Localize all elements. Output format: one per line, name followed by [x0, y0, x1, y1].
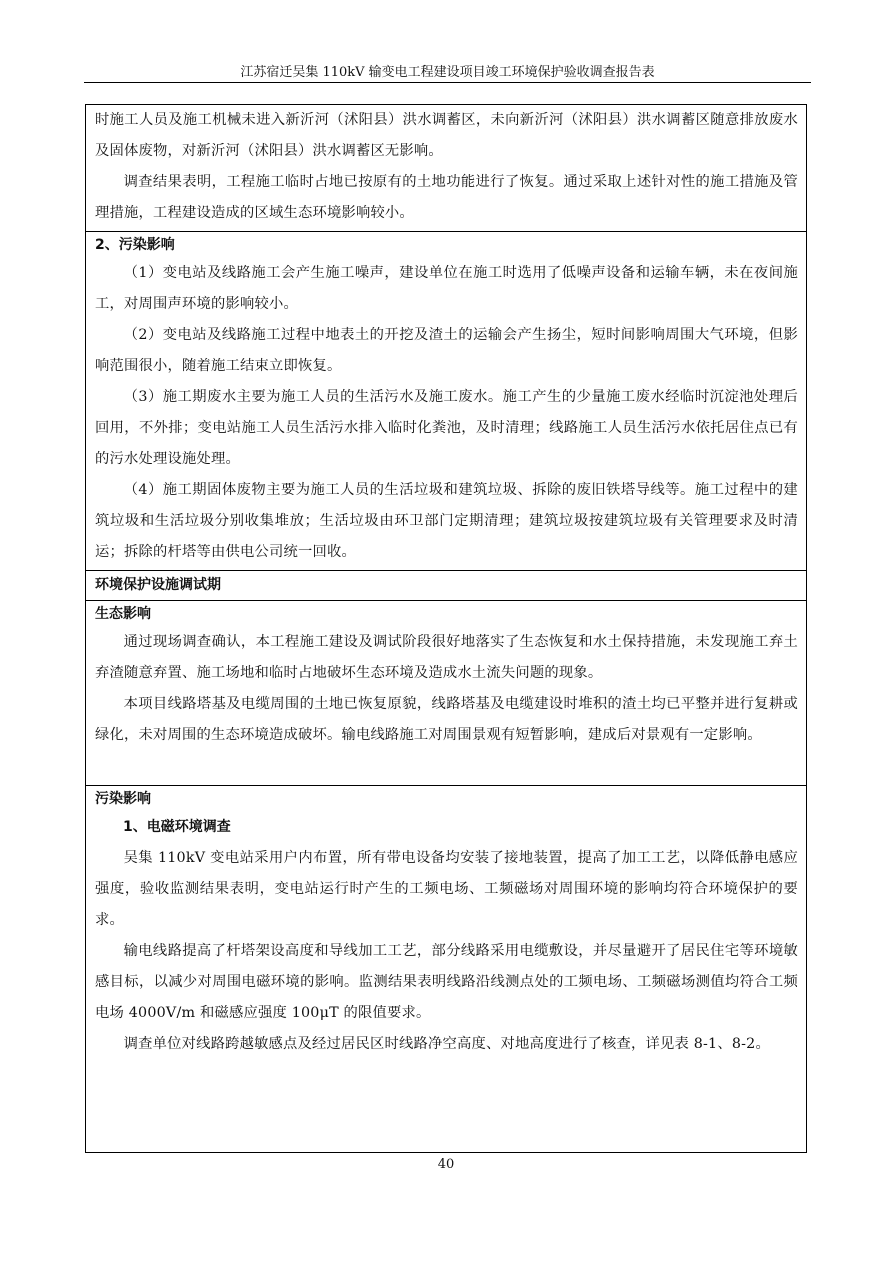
subsection-heading: 1、电磁环境调查 [123, 819, 231, 835]
section-heading: 2、污染影响 [95, 237, 175, 253]
paragraph: 调查结果表明，工程施工临时占地已按原有的土地功能进行了恢复。通过采取上述针对性的施工措施及管理措施，工程建设造成的区域生态环境影响较小。 [95, 174, 798, 221]
paragraph: （1）变电站及线路施工会产生施工噪声，建设单位在施工时选用了低噪声设备和运输车辆，未在夜间施工，对周围声环境的影响较小。 [95, 265, 798, 312]
paragraph: （2）变电站及线路施工过程中地表土的开挖及渣土的运输会产生扬尘，短时间影响周围大气环境，但影响范围很小，随着施工结束立即恢复。 [95, 327, 798, 374]
section-heading: 环境保护设施调试期 [95, 577, 221, 593]
paragraph: 吴集 110kV 变电站采用户内布置，所有带电设备均安装了接地装置，提高了加工工艺，以降低静电感应强度，验收监测结果表明，变电站运行时产生的工频电场、工频磁场对周围环境的影响均符合环境保护的要求。 [95, 850, 798, 928]
report-table [85, 104, 807, 1153]
cell-trial-pollution [86, 785, 806, 1152]
page-number: 40 [437, 1157, 455, 1172]
paragraph: 时施工人员及施工机械未进入新沂河（沭阳县）洪水调蓄区，未向新沂河（沭阳县）洪水调蓄区随意排放废水及固体废物，对新沂河（沭阳县）洪水调蓄区无影响。 [95, 112, 798, 159]
paragraph: （4）施工期固体废物主要为施工人员的生活垃圾和建筑垃圾、拆除的废旧铁塔导线等。施工过程中的建筑垃圾和生活垃圾分别收集堆放；生活垃圾由环卫部门定期清理；建筑垃圾按建筑垃圾有关管理要求及时清运；拆除的杆塔等由供电公司统一回收。 [95, 482, 798, 560]
cell-trial-ecology [86, 600, 806, 785]
paragraph: 调查单位对线路跨越敏感点及经过居民区时线路净空高度、对地高度进行了核查，详见表 8-1、8-2。 [123, 1036, 770, 1052]
page-header-title: 江苏宿迁吴集 110kV 输变电工程建设项目竣工环境保护验收调查报告表 [240, 65, 655, 80]
paragraph: （3）施工期废水主要为施工人员的生活污水及施工废水。施工产生的少量施工废水经临时沉淀池处理后回用，不外排；变电站施工人员生活污水排入临时化粪池，及时清理；线路施工人员生活污水依托居住点已有的污水处理设施处理。 [95, 389, 798, 467]
section-heading: 生态影响 [95, 606, 151, 622]
paragraph: 本项目线路塔基及电缆周围的土地已恢复原貌，线路塔基及电缆建设时堆积的渣土均已平整并进行复耕或绿化，未对周围的生态环境造成破坏。输电线路施工对周围景观有短暂影响，建成后对景观有一定影响。 [95, 696, 798, 743]
cell-trial-period [86, 570, 806, 600]
section-heading: 污染影响 [95, 791, 151, 807]
header-rule [84, 82, 811, 83]
paragraph: 输电线路提高了杆塔架设高度和导线加工工艺，部分线路采用电缆敷设，并尽量避开了居民住宅等环境敏感目标，以减少对周围电磁环境的影响。监测结果表明线路沿线测点处的工频电场、工频磁场测值均符合工频电场 4000V/m 和磁感应强度 100μT 的限值要求。 [95, 943, 798, 1021]
cell-construction-pollution [86, 231, 806, 570]
paragraph: 通过现场调查确认，本工程施工建设及调试阶段很好地落实了生态恢复和水土保持措施，未发现施工弃土弃渣随意弃置、施工场地和临时占地破坏生态环境及造成水土流失问题的现象。 [95, 634, 798, 681]
cell-construction-ecology [86, 105, 806, 231]
